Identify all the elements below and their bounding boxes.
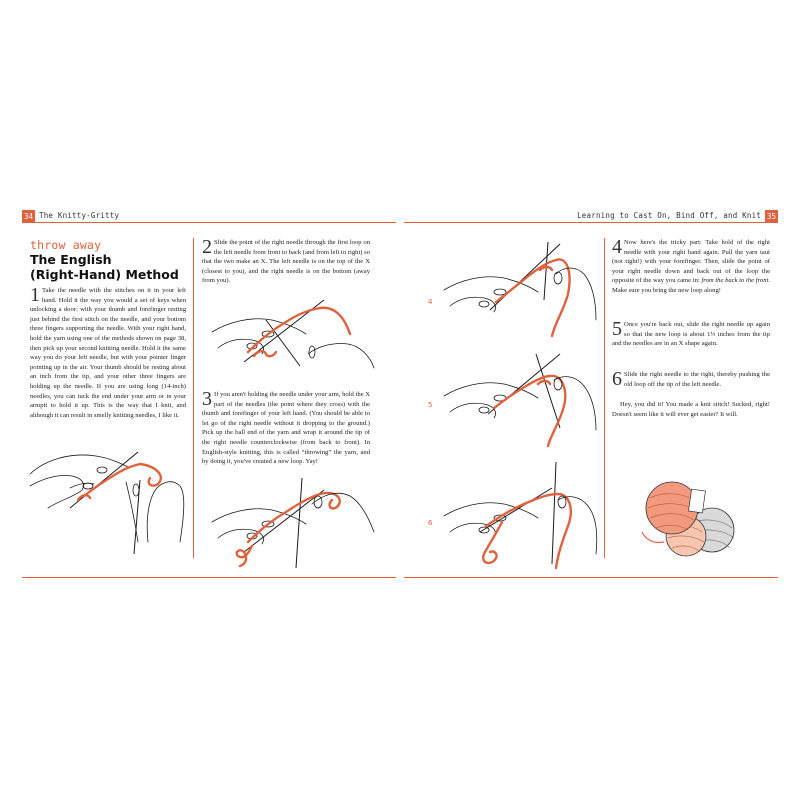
step-4-italic: from the back to the front.: [701, 277, 770, 285]
right-bottom-rule: [404, 577, 778, 578]
step-3-paragraph: [202, 390, 370, 467]
illustration-step-3: [208, 472, 378, 568]
closing-paragraph: Hey, you did it! You made a knit stitch! Sucked, right! Doesn't seem like it will ever get easier? It will.: [612, 401, 770, 418]
left-running-head: The Knitty-Gritty: [39, 211, 120, 220]
right-running-head: Learning to Cast On, Bind Off, and Knit: [577, 211, 761, 220]
step-4-text: Now here's the tricky part: Take hold of the right needle with your right hand again. Pull the yarn taut (not tight!) with your forefinger. Then, slide the point of your right needle down and back out of the loop the opposite of the way you came in:: [612, 239, 770, 285]
step-4-paragraph: [612, 238, 770, 296]
step-5-dropcap: 5: [612, 318, 622, 340]
figure-label-5: 5: [428, 401, 433, 409]
illustration-step-2: [208, 294, 378, 384]
step-6-text: Slide the right needle to the right, thereby pushing the old loop off the tip of the left needle.: [624, 371, 770, 388]
figure-label-6: 6: [428, 519, 433, 527]
step-5-paragraph: [612, 320, 770, 349]
left-page-number: 34: [23, 212, 34, 221]
step-5-text: Once you're back out, slide the right needle up again so that the new loop is about 1½ inches from the tip and the needles are in an X shape again.: [612, 321, 770, 348]
section-title-line2: (Right-Hand) Method: [30, 267, 179, 282]
illustration-step-6: [440, 460, 600, 570]
step-3-text: If you aren't holding the needle under your arm, hold the X part of the needles (the point where they cross) with the thumb and forefinger of your left hand. (You should be able to let go of the right needle without it dropping to the ground.) Pick up the ball end of the yarn and wrap it around the tip of the right needle counterclockwise (from back to front). In English-style knitting, this is called “throwing” the yarn, and by doing it, you've created a new loop. Yay!: [202, 391, 370, 466]
step-1-dropcap: 1: [30, 284, 40, 306]
yarn-balls-illustration: [636, 472, 746, 562]
right-page: [404, 210, 778, 582]
left-bottom-rule: [22, 577, 396, 578]
figure-label-4: 4: [428, 298, 433, 306]
section-title-line1: The English: [30, 252, 112, 267]
step-3-dropcap: 3: [202, 388, 212, 410]
right-column-separator: [604, 238, 605, 558]
left-page: [22, 210, 396, 582]
illustration-step-5: [440, 350, 600, 446]
section-kicker: throw away: [30, 238, 102, 252]
step-4-dropcap: 4: [612, 236, 622, 258]
left-column-separator: [193, 238, 194, 558]
step-1-paragraph: [30, 286, 186, 420]
step-2-text: Slide the point of the right needle through the first loop on the left needle from front to back (and from left to right) so that the two make an X. The left needle is on the top of the X (closest to you), and the right needle is on the bottom (away from you).: [202, 239, 370, 285]
illustration-step-1: [30, 438, 190, 558]
step-2-paragraph: [202, 238, 370, 286]
step-6-dropcap: 6: [612, 368, 622, 390]
illustration-step-4: [440, 240, 600, 340]
step-6-paragraph: [612, 370, 770, 389]
step-1-text: Take the needle with the stitches on it in your left hand. Hold it the way you would a set of keys when unlocking a door: with your thumb and forefinger resting just behind the first stitch on the needle, and your bottom three fingers supporting the needle. With your right hand, hold the yarn using one of the methods shown on page 38, then pick up your second knitting needle. Hold it the same way you do your left needle, but with your pointer finger pointing up in the air. Your thumb should be resting about an inch from the tip, and your other three fingers are holding up the needle. If you are using long (14-inch) needles, you can tuck the end under your arm or in your armpit to hold it up. This is the way that I knit, and although it can result in smelly knitting needles, I like it.: [30, 287, 186, 419]
right-page-number: 35: [766, 212, 777, 221]
step-4-tail: Make sure you bring the new loop along!: [612, 286, 721, 294]
step-2-dropcap: 2: [202, 236, 212, 258]
